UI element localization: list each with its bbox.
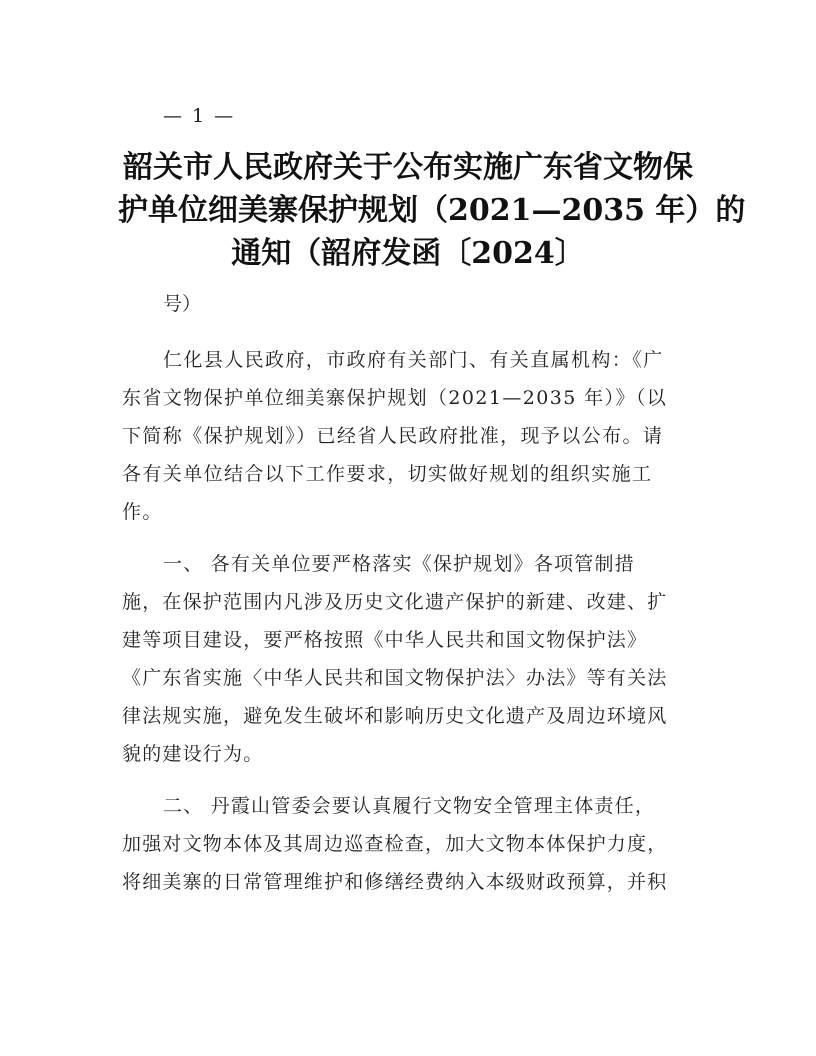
paragraph-line: 建等项目建设，要严格按照《中华人民共和国文物保护法》 [122,629,648,651]
paragraph-line: 加强对文物本体及其周边巡查检查，加大文物本体保护力度， [122,833,668,855]
document-title [118,146,746,275]
requirement-item-1 [122,545,703,773]
title-line: 护单位细美寨保护规划（2021—2035 年）的 [118,193,746,228]
paragraph-line: 仁化县人民政府，市政府有关部门、有关直属机构：《广 [163,349,664,371]
paragraph-line: 东省文物保护单位细美寨保护规划（2021—2035 年）》（以 [122,387,668,409]
paragraph-line: 律法规实施，避免发生破坏和影响历史文化遗产及周边环境风 [122,705,668,727]
paragraph-line: 二、 丹霞山管委会要认真履行文物安全管理主体责任， [163,795,656,817]
paragraph-line: 一、 各有关单位要严格落实《保护规划》各项管制措 [163,553,635,575]
paragraph-line: 各有关单位结合以下工作要求，切实做好规划的组织实施工 [122,463,653,485]
title-line: 通知（韶府发函〔2024〕 [231,236,585,271]
paragraph-line: 《广东省实施〈中华人民共和国文物保护法〉办法》等有关法 [122,667,668,689]
requirement-item-2 [122,787,703,901]
paragraph-line: 下简称《保护规划》）已经省人民政府批准，现予以公布。请 [122,425,664,447]
salutation-paragraph [122,341,703,531]
title-line: 韶关市人民政府关于公布实施广东省文物保 [123,150,693,185]
paragraph-line: 将细美寨的日常管理维护和修缮经费纳入本级财政预算，并积 [122,871,668,893]
page-number: — 1 — [163,105,236,127]
title-continuation: 号） [163,293,202,315]
paragraph-line: 貌的建设行为。 [122,743,264,765]
paragraph-line: 施，在保护范围内凡涉及历史文化遗产保护的新建、改建、扩 [122,591,668,613]
paragraph-line: 作。 [122,501,163,523]
